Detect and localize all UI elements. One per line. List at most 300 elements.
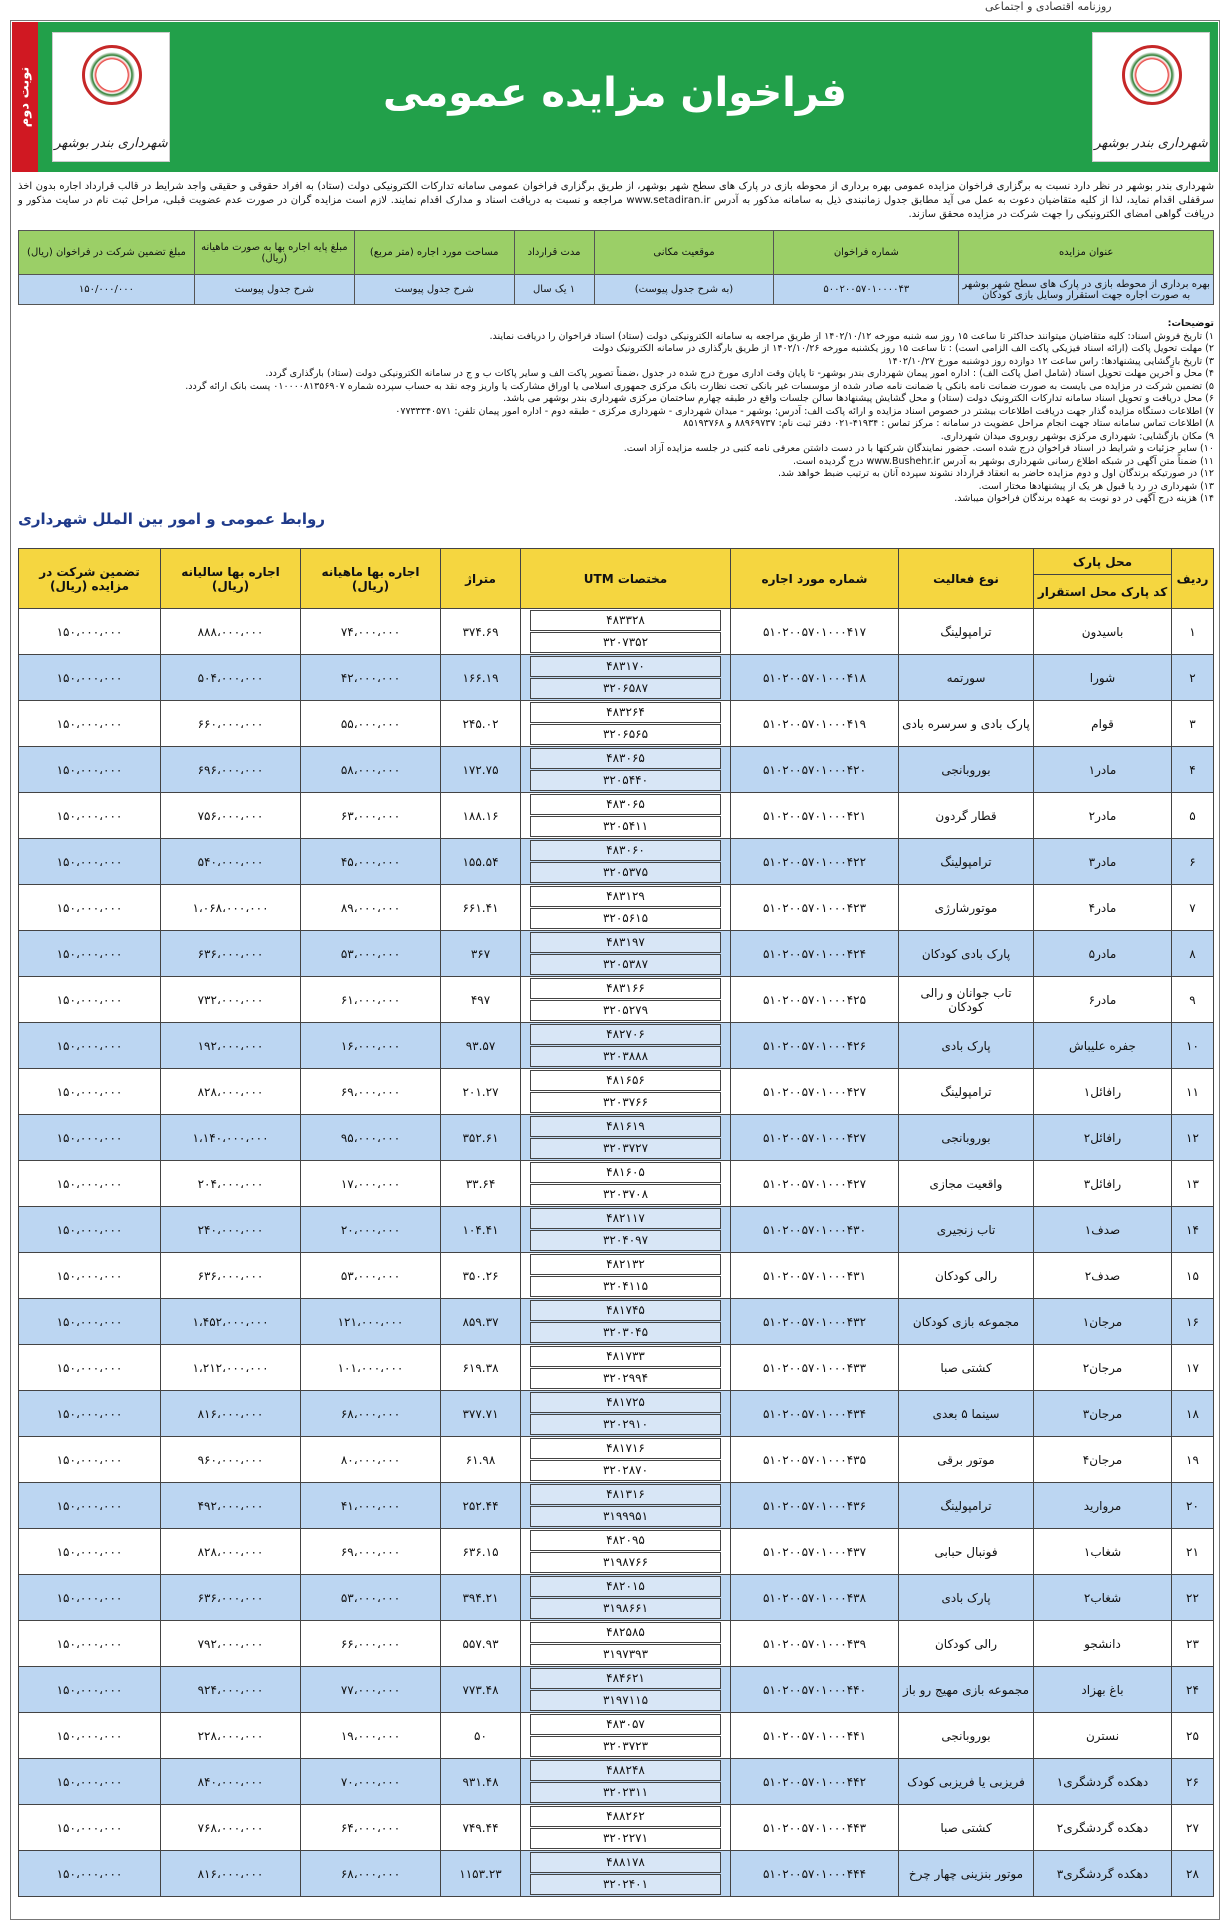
monthly-rent-cell: ۶۱،۰۰۰،۰۰۰ [301,977,441,1023]
monthly-rent-cell: ۵۳،۰۰۰،۰۰۰ [301,1575,441,1621]
area-cell: ۳۹۴.۲۱ [441,1575,521,1621]
utm-cell [521,1621,731,1667]
utm-easting: ۴۸۳۰۶۰ [530,840,721,861]
utm-cell [521,1529,731,1575]
park-cell: قوام [1034,701,1172,747]
guarantee-cell: ۱۵۰،۰۰۰،۰۰۰ [19,747,161,793]
lease-number-cell: ۵۱۰۲۰۰۵۷۰۱۰۰۰۴۲۷ [731,1161,899,1207]
lease-number-cell: ۵۱۰۲۰۰۵۷۰۱۰۰۰۴۴۰ [731,1667,899,1713]
utm-cell [521,931,731,977]
row-number-cell: ۲۵ [1172,1713,1214,1759]
col-lease-no: شماره مورد اجاره [731,549,899,609]
park-cell: دانشجو [1034,1621,1172,1667]
utm-cell [521,1713,731,1759]
row-number-cell: ۱۷ [1172,1345,1214,1391]
notes-section [18,318,1214,506]
guarantee-cell: ۱۵۰،۰۰۰،۰۰۰ [19,1483,161,1529]
utm-northing: ۳۲۰۲۸۷۰ [530,1460,721,1481]
park-cell: صدف۱ [1034,1207,1172,1253]
lease-number-cell: ۵۱۰۲۰۰۵۷۰۱۰۰۰۴۲۲ [731,839,899,885]
monthly-rent-cell: ۶۹،۰۰۰،۰۰۰ [301,1529,441,1575]
utm-easting: ۴۸۱۶۵۶ [530,1070,721,1091]
utm-cell [521,1391,731,1437]
park-cell: مرجان۱ [1034,1299,1172,1345]
utm-easting: ۴۸۲۱۱۷ [530,1208,721,1229]
yearly-rent-cell: ۱،۰۶۸،۰۰۰،۰۰۰ [161,885,301,931]
guarantee-cell: ۱۵۰،۰۰۰،۰۰۰ [19,1345,161,1391]
table-row [19,1161,1214,1207]
area-cell: ۵۰ [441,1713,521,1759]
area-cell: ۱۸۸.۱۶ [441,793,521,839]
yearly-rent-cell: ۵۰۴،۰۰۰،۰۰۰ [161,655,301,701]
guarantee-cell: ۱۵۰،۰۰۰،۰۰۰ [19,1069,161,1115]
table-row [19,1207,1214,1253]
activity-cell: فونبال حبابی [899,1529,1034,1575]
row-number-cell: ۱۹ [1172,1437,1214,1483]
lease-number-cell: ۵۱۰۲۰۰۵۷۰۱۰۰۰۴۲۱ [731,793,899,839]
lease-number-cell: ۵۱۰۲۰۰۵۷۰۱۰۰۰۴۱۷ [731,609,899,655]
yearly-rent-cell: ۲۴۰،۰۰۰،۰۰۰ [161,1207,301,1253]
utm-easting: ۴۸۱۷۳۳ [530,1346,721,1367]
guarantee-cell: ۱۵۰،۰۰۰،۰۰۰ [19,1851,161,1897]
activity-cell: سینما ۵ بعدی [899,1391,1034,1437]
monthly-rent-cell: ۴۱،۰۰۰،۰۰۰ [301,1483,441,1529]
note-item: ۷) اطلاعات دستگاه مزایده گذار جهت دریافت اطلاعات بیشتر در خصوص اسناد مزایده و ارائه پاکت الف: آدرس: بوشهر - میدان شهرداری - شهرداری مرکزی - طبقه دوم - اداره امور پیمان تلفن: ۰۷۷۳۳۳۴۰۵۷۱ [395,405,1214,417]
guarantee-cell: ۱۵۰،۰۰۰،۰۰۰ [19,701,161,747]
utm-northing: ۳۲۰۵۳۷۵ [530,862,721,883]
guarantee-cell: ۱۵۰،۰۰۰،۰۰۰ [19,1161,161,1207]
row-number-cell: ۳ [1172,701,1214,747]
park-cell: جفره علیباش [1034,1023,1172,1069]
utm-easting: ۴۸۱۶۱۹ [530,1116,721,1137]
logo-caption: شهرداری بندر بوشهر [54,136,168,151]
area-cell: ۶۱۹.۳۸ [441,1345,521,1391]
activity-cell: بوروبانجی [899,747,1034,793]
park-cell: دهکده گردشگری۱ [1034,1759,1172,1805]
utm-easting: ۴۸۲۱۳۲ [530,1254,721,1275]
lease-number-cell: ۵۱۰۲۰۰۵۷۰۱۰۰۰۴۲۶ [731,1023,899,1069]
monthly-rent-cell: ۶۶،۰۰۰،۰۰۰ [301,1621,441,1667]
summary-cell: ۱ یک سال [514,275,594,305]
guarantee-cell: ۱۵۰،۰۰۰،۰۰۰ [19,1299,161,1345]
utm-easting: ۴۸۴۶۲۱ [530,1668,721,1689]
guarantee-cell: ۱۵۰،۰۰۰،۰۰۰ [19,885,161,931]
utm-cell [521,1345,731,1391]
table-row [19,1483,1214,1529]
yearly-rent-cell: ۶۶۰،۰۰۰،۰۰۰ [161,701,301,747]
utm-easting: ۴۸۳۱۹۷ [530,932,721,953]
table-row [19,1851,1214,1897]
utm-cell [521,1115,731,1161]
summary-header: مدت قرارداد [514,231,594,275]
table-row [19,1529,1214,1575]
utm-cell [521,1851,731,1897]
yearly-rent-cell: ۶۹۶،۰۰۰،۰۰۰ [161,747,301,793]
summary-header: مبلغ تضمین شرکت در فراخوان (ریال) [19,231,195,275]
guarantee-cell: ۱۵۰،۰۰۰،۰۰۰ [19,931,161,977]
monthly-rent-cell: ۶۸،۰۰۰،۰۰۰ [301,1851,441,1897]
utm-easting: ۴۸۲۰۱۵ [530,1576,721,1597]
park-cell: صدف۲ [1034,1253,1172,1299]
park-cell: مادر۲ [1034,793,1172,839]
row-number-cell: ۲۷ [1172,1805,1214,1851]
emblem-icon [1122,45,1182,105]
utm-easting: ۴۸۳۱۲۹ [530,886,721,907]
monthly-rent-cell: ۱۷،۰۰۰،۰۰۰ [301,1161,441,1207]
utm-northing: ۳۲۰۶۵۸۷ [530,678,721,699]
row-number-cell: ۱۵ [1172,1253,1214,1299]
lease-number-cell: ۵۱۰۲۰۰۵۷۰۱۰۰۰۴۳۱ [731,1253,899,1299]
guarantee-cell: ۱۵۰،۰۰۰،۰۰۰ [19,1621,161,1667]
note-item: ۴) محل و آخرین مهلت تحویل اسناد (شامل اصل پاکت الف) : اداره امور پیمان شهرداری بندر بوشهر- تا پایان وقت اداری مورخ درج شده در جدول ،ضمناً تصویر پاکت الف و سایر پاکات ب و ج در سامانه الکترونیکی دولت (ستاد) بارگذاری گردد. [265,368,1214,379]
lease-number-cell: ۵۱۰۲۰۰۵۷۰۱۰۰۰۴۱۸ [731,655,899,701]
utm-cell [521,1069,731,1115]
utm-easting: ۴۸۳۰۶۵ [530,794,721,815]
utm-easting: ۴۸۱۶۰۵ [530,1162,721,1183]
activity-cell: تاب جوانان و رالی کودکان [899,977,1034,1023]
summary-header: مساحت مورد اجاره (متر مربع) [354,231,514,275]
monthly-rent-cell: ۷۷،۰۰۰،۰۰۰ [301,1667,441,1713]
lease-number-cell: ۵۱۰۲۰۰۵۷۰۱۰۰۰۴۴۲ [731,1759,899,1805]
table-row [19,1759,1214,1805]
row-number-cell: ۱۸ [1172,1391,1214,1437]
summary-cell: (به شرح جدول پیوست) [594,275,774,305]
monthly-rent-cell: ۶۹،۰۰۰،۰۰۰ [301,1069,441,1115]
area-cell: ۲۴۵.۰۲ [441,701,521,747]
row-number-cell: ۱۲ [1172,1115,1214,1161]
guarantee-cell: ۱۵۰،۰۰۰،۰۰۰ [19,977,161,1023]
utm-cell [521,609,731,655]
utm-northing: ۳۲۰۲۲۷۱ [530,1828,721,1849]
lease-number-cell: ۵۱۰۲۰۰۵۷۰۱۰۰۰۴۲۷ [731,1069,899,1115]
header-banner [12,22,1218,172]
park-cell: مادر۳ [1034,839,1172,885]
row-number-cell: ۲۶ [1172,1759,1214,1805]
utm-northing: ۳۲۰۴۱۱۵ [530,1276,721,1297]
yearly-rent-cell: ۷۵۶،۰۰۰،۰۰۰ [161,793,301,839]
note-item: ۸) اطلاعات تماس سامانه ستاد جهت انجام مراحل عضویت در سامانه : مرکز تماس : ۴۱۹۳۴-۰۲۱ دفتر ثبت نام: ۸۸۹۶۹۷۳۷ و ۸۵۱۹۳۷۶۸ [683,418,1214,429]
utm-northing: ۳۲۰۳۷۲۳ [530,1736,721,1757]
area-cell: ۶۶۱.۴۱ [441,885,521,931]
row-number-cell: ۱ [1172,609,1214,655]
park-cell: باسیدون [1034,609,1172,655]
yearly-rent-cell: ۶۳۶،۰۰۰،۰۰۰ [161,1253,301,1299]
utm-northing: ۳۲۰۵۳۸۷ [530,954,721,975]
col-park-code: کد پارک محل استقرار [1034,575,1172,609]
guarantee-cell: ۱۵۰،۰۰۰،۰۰۰ [19,1713,161,1759]
park-cell: دهکده گردشگری۲ [1034,1805,1172,1851]
area-cell: ۴۹۷ [441,977,521,1023]
utm-easting: ۴۸۸۲۶۲ [530,1806,721,1827]
area-cell: ۲۰۱.۲۷ [441,1069,521,1115]
utm-northing: ۳۲۰۲۹۹۴ [530,1368,721,1389]
utm-northing: ۳۲۰۵۴۱۱ [530,816,721,837]
row-number-cell: ۱۰ [1172,1023,1214,1069]
summary-header: موقعیت مکانی [594,231,774,275]
utm-northing: ۳۲۰۲۹۱۰ [530,1414,721,1435]
activity-cell: بوروبانجی [899,1713,1034,1759]
note-item: ۱۲) در صورتیکه برندگان اول و دوم مزایده حاضر به انعقاد قرارداد نشوند سپرده آنان به ترتیب ضبط خواهد شد. [777,468,1214,479]
activity-cell: واقعیت مجازی [899,1161,1034,1207]
area-cell: ۸۵۹.۳۷ [441,1299,521,1345]
park-cell: مرجان۳ [1034,1391,1172,1437]
row-number-cell: ۲۰ [1172,1483,1214,1529]
utm-northing: ۳۱۹۸۶۶۱ [530,1598,721,1619]
lease-number-cell: ۵۱۰۲۰۰۵۷۰۱۰۰۰۴۲۵ [731,977,899,1023]
utm-cell [521,1759,731,1805]
page-title: فراخوان مزایده عمومی [383,70,847,116]
utm-cell [521,793,731,839]
utm-northing: ۳۱۹۷۳۹۳ [530,1644,721,1665]
summary-cell: بهره برداری از محوطه بازی در پارک های سطح شهر بوشهر به صورت اجاره جهت استقرار وسایل بازی کودکان [959,275,1214,305]
utm-easting: ۴۸۱۷۲۵ [530,1392,721,1413]
park-cell: شغاب۲ [1034,1575,1172,1621]
guarantee-cell: ۱۵۰،۰۰۰،۰۰۰ [19,1759,161,1805]
guarantee-cell: ۱۵۰،۰۰۰،۰۰۰ [19,655,161,701]
park-cell: مادر۱ [1034,747,1172,793]
area-cell: ۳۵۰.۲۶ [441,1253,521,1299]
col-row-no: ردیف [1172,549,1214,609]
park-cell: مرجان۲ [1034,1345,1172,1391]
utm-easting: ۴۸۸۱۷۸ [530,1852,721,1873]
table-row [19,655,1214,701]
yearly-rent-cell: ۷۳۲،۰۰۰،۰۰۰ [161,977,301,1023]
guarantee-cell: ۱۵۰،۰۰۰،۰۰۰ [19,1575,161,1621]
lease-number-cell: ۵۱۰۲۰۰۵۷۰۱۰۰۰۴۳۴ [731,1391,899,1437]
summary-cell: ۵۰۰۲۰۰۵۷۰۱۰۰۰۰۴۳ [774,275,959,305]
park-cell: رافائل۳ [1034,1161,1172,1207]
note-item: ۱) تاریخ فروش اسناد: کلیه متقاضیان میتوانند حداکثر تا ساعت ۱۵ روز سه شنبه مورخه ۱۴۰۲/۱۰/۱۲ از طریق مراجعه به سامانه الکترونیکی دولت (ستاد) اسناد فراخوان را دریافت نمایند. [489,330,1214,342]
yearly-rent-cell: ۲۲۸،۰۰۰،۰۰۰ [161,1713,301,1759]
yearly-rent-cell: ۸۱۶،۰۰۰،۰۰۰ [161,1851,301,1897]
table-row [19,701,1214,747]
area-cell: ۱۱۵۳.۲۳ [441,1851,521,1897]
note-item: ۱۴) هزینه درج آگهی در دو نوبت به عهده برندگان فراخوان میباشد. [954,493,1214,504]
activity-cell: کشتی صبا [899,1805,1034,1851]
lease-number-cell: ۵۱۰۲۰۰۵۷۰۱۰۰۰۴۳۸ [731,1575,899,1621]
note-item: ۱۳) شهرداری در رد یا قبول هر یک از پیشنهادها مختار است. [978,480,1214,492]
utm-northing: ۳۲۰۳۷۶۶ [530,1092,721,1113]
lease-number-cell: ۵۱۰۲۰۰۵۷۰۱۰۰۰۴۲۰ [731,747,899,793]
park-cell: نسترن [1034,1713,1172,1759]
table-row [19,1667,1214,1713]
col-park-location: محل پارک [1034,549,1172,575]
area-cell: ۷۴۹.۴۴ [441,1805,521,1851]
activity-cell: سورتمه [899,655,1034,701]
activity-cell: موتور برقی [899,1437,1034,1483]
monthly-rent-cell: ۸۰،۰۰۰،۰۰۰ [301,1437,441,1483]
lease-number-cell: ۵۱۰۲۰۰۵۷۰۱۰۰۰۴۳۶ [731,1483,899,1529]
note-item: ۵) تضمین شرکت در مزایده می بایست به صورت ضمانت نامه بانکی یا ضمانت نامه صادر شده از موسسات غیر بانکی تحت نظارت بانک مرکزی جمهوری اسلامی یا اوراق مشارکت یا واریز وجه نقد به حساب سپرده شماره ۰۱۰۰۰۰۸۱۳۵۶۹۰۷ پست بانک ارائه گردد. [185,380,1214,392]
guarantee-cell: ۱۵۰،۰۰۰،۰۰۰ [19,1391,161,1437]
guarantee-cell: ۱۵۰،۰۰۰،۰۰۰ [19,609,161,655]
monthly-rent-cell: ۷۰،۰۰۰،۰۰۰ [301,1759,441,1805]
utm-easting: ۴۸۳۱۷۰ [530,656,721,677]
utm-easting: ۴۸۳۳۲۸ [530,610,721,631]
utm-cell [521,1023,731,1069]
guarantee-cell: ۱۵۰،۰۰۰،۰۰۰ [19,1437,161,1483]
park-cell: رافائل۲ [1034,1115,1172,1161]
row-number-cell: ۲ [1172,655,1214,701]
round-badge: نوبت دوم [12,22,38,172]
logo-caption: شهرداری بندر بوشهر [1094,136,1208,151]
utm-cell [521,1805,731,1851]
utm-northing: ۳۲۰۵۴۴۰ [530,770,721,791]
summary-header: مبلغ پایه اجاره بها به صورت ماهیانه (ریال) [194,231,354,275]
monthly-rent-cell: ۱۲۱،۰۰۰،۰۰۰ [301,1299,441,1345]
lease-number-cell: ۵۱۰۲۰۰۵۷۰۱۰۰۰۴۴۱ [731,1713,899,1759]
utm-easting: ۴۸۲۵۸۵ [530,1622,721,1643]
monthly-rent-cell: ۶۸،۰۰۰،۰۰۰ [301,1391,441,1437]
row-number-cell: ۷ [1172,885,1214,931]
utm-northing: ۳۲۰۵۶۱۵ [530,908,721,929]
utm-cell [521,977,731,1023]
monthly-rent-cell: ۴۵،۰۰۰،۰۰۰ [301,839,441,885]
yearly-rent-cell: ۶۳۶،۰۰۰،۰۰۰ [161,1575,301,1621]
activity-cell: ترامپولینگ [899,839,1034,885]
table-row [19,1805,1214,1851]
area-cell: ۹۳.۵۷ [441,1023,521,1069]
area-cell: ۶۳۶.۱۵ [441,1529,521,1575]
yearly-rent-cell: ۱،۱۴۰،۰۰۰،۰۰۰ [161,1115,301,1161]
park-cell: مرجان۴ [1034,1437,1172,1483]
row-number-cell: ۲۳ [1172,1621,1214,1667]
table-row [19,885,1214,931]
table-row [19,609,1214,655]
summary-cell: ۱۵۰/۰۰۰/۰۰۰ [19,275,195,305]
utm-cell [521,1483,731,1529]
summary-header: عنوان مزایده [959,231,1214,275]
emblem-icon [82,45,142,105]
utm-cell [521,701,731,747]
lease-number-cell: ۵۱۰۲۰۰۵۷۰۱۰۰۰۴۲۷ [731,1115,899,1161]
row-number-cell: ۸ [1172,931,1214,977]
row-number-cell: ۲۸ [1172,1851,1214,1897]
table-row [19,977,1214,1023]
table-row [19,1713,1214,1759]
lease-number-cell: ۵۱۰۲۰۰۵۷۰۱۰۰۰۴۱۹ [731,701,899,747]
yearly-rent-cell: ۱،۲۱۲،۰۰۰،۰۰۰ [161,1345,301,1391]
activity-cell: ترامپولینگ [899,1069,1034,1115]
utm-easting: ۴۸۳۱۶۶ [530,978,721,999]
activity-cell: فریزبی یا فریزبی کودک [899,1759,1034,1805]
park-cell: شورا [1034,655,1172,701]
note-item: ۶) محل دریافت و تحویل اسناد سامانه تدارکات الکترونیک دولت (ستاد) و محل گشایش پیشنهادها سالن جلسات واقع در طبقه چهارم ساختمان مرکزی شهرداری بندر بوشهر می باشد. [503,393,1214,404]
note-item: ۳) تاریخ بازگشایی پیشنهادها: راس ساعت ۱۲ دوازده روز دوشنبه مورخ ۱۴۰۲/۱۰/۲۷ [887,355,1214,367]
guarantee-cell: ۱۵۰،۰۰۰،۰۰۰ [19,1667,161,1713]
utm-cell [521,1575,731,1621]
parks-table [18,548,1214,1897]
lease-number-cell: ۵۱۰۲۰۰۵۷۰۱۰۰۰۴۳۹ [731,1621,899,1667]
monthly-rent-cell: ۵۸،۰۰۰،۰۰۰ [301,747,441,793]
park-cell: رافائل۱ [1034,1069,1172,1115]
row-number-cell: ۶ [1172,839,1214,885]
area-cell: ۱۷۲.۷۵ [441,747,521,793]
table-row [19,1115,1214,1161]
lease-number-cell: ۵۱۰۲۰۰۵۷۰۱۰۰۰۴۴۳ [731,1805,899,1851]
col-activity: نوع فعالیت [899,549,1034,609]
activity-cell: پارک بادی [899,1575,1034,1621]
utm-northing: ۳۲۰۳۸۸۸ [530,1046,721,1067]
activity-cell: مجموعه بازی کودکان [899,1299,1034,1345]
utm-northing: ۳۲۰۳۰۴۵ [530,1322,721,1343]
yearly-rent-cell: ۲۰۴،۰۰۰،۰۰۰ [161,1161,301,1207]
col-area: متراژ [441,549,521,609]
guarantee-cell: ۱۵۰،۰۰۰،۰۰۰ [19,1207,161,1253]
col-yearly: اجاره بها سالیانه (ریال) [161,549,301,609]
notes-title: توضیحات: [1167,318,1214,329]
yearly-rent-cell: ۹۲۴،۰۰۰،۰۰۰ [161,1667,301,1713]
row-number-cell: ۱۳ [1172,1161,1214,1207]
row-number-cell: ۱۶ [1172,1299,1214,1345]
park-cell: دهکده گردشگری۳ [1034,1851,1172,1897]
area-cell: ۶۱.۹۸ [441,1437,521,1483]
area-cell: ۳۶۷ [441,931,521,977]
col-monthly: اجاره بها ماهیانه (ریال) [301,549,441,609]
activity-cell: مجموعه بازی مهیج رو باز [899,1667,1034,1713]
intro-paragraph: شهرداری بندر بوشهر در نظر دارد نسبت به برگزاری فراخوان مزایده عمومی بهره برداری از محوطه بازی در پارک های سطح شهر بوشهر، از طریق برگزاری فراخوان عمومی سامانه تدارکات الکترونیکی دولت (ستاد) به افراد حقوقی و حقیقی واجد شرایط در قالب قرارداد اجاره بدون اخذ سرقفلی اقدام نماید، لذا از کلیه متقاضیان دعوت به عمل می آید مطابق جدول زمانبندی ذیل به سامانه مذکور به آدرس www.setadiran.ir مراجعه و نسبت به دریافت اسناد و مدارک اقدام نمایند. لازم است مزایده گران در صورت عدم عضویت قبلی، مراحل ثبت نام در سایت مذکور و دریافت گواهی امضای الکترونیکی را جهت شرکت در مزایده محقق سازند. [18,181,1215,220]
row-number-cell: ۱۴ [1172,1207,1214,1253]
yearly-rent-cell: ۱۹۲،۰۰۰،۰۰۰ [161,1023,301,1069]
lease-number-cell: ۵۱۰۲۰۰۵۷۰۱۰۰۰۴۳۲ [731,1299,899,1345]
utm-northing: ۳۲۰۳۷۲۷ [530,1138,721,1159]
area-cell: ۷۷۳.۴۸ [441,1667,521,1713]
utm-northing: ۳۱۹۸۷۶۶ [530,1552,721,1573]
table-row [19,931,1214,977]
yearly-rent-cell: ۸۲۸،۰۰۰،۰۰۰ [161,1529,301,1575]
row-number-cell: ۲۱ [1172,1529,1214,1575]
activity-cell: پارک بادی کودکان [899,931,1034,977]
lease-number-cell: ۵۱۰۲۰۰۵۷۰۱۰۰۰۴۳۷ [731,1529,899,1575]
utm-easting: ۴۸۱۷۴۵ [530,1300,721,1321]
row-number-cell: ۵ [1172,793,1214,839]
table-row [19,793,1214,839]
activity-cell: کشتی صبا [899,1345,1034,1391]
note-item: ۱۰) سایر جزئیات و شرایط در اسناد فراخوان درج شده است. حضور نمایندگان شرکتها با در دست داشتن معرفی نامه کتبی در جلسه مزایده آزاد است. [623,443,1214,454]
table-row [19,1069,1214,1115]
row-number-cell: ۴ [1172,747,1214,793]
summary-header: شماره فراخوان [774,231,959,275]
col-guarantee: تضمین شرکت در مزایده (ریال) [19,549,161,609]
summary-table [18,230,1214,305]
utm-easting: ۴۸۱۳۱۶ [530,1484,721,1505]
activity-cell: تاب زنجیری [899,1207,1034,1253]
park-cell: باغ بهزاد [1034,1667,1172,1713]
yearly-rent-cell: ۸۴۰،۰۰۰،۰۰۰ [161,1759,301,1805]
utm-cell [521,1207,731,1253]
utm-easting: ۴۸۸۲۴۸ [530,1760,721,1781]
yearly-rent-cell: ۸۸۸،۰۰۰،۰۰۰ [161,609,301,655]
lease-number-cell: ۵۱۰۲۰۰۵۷۰۱۰۰۰۴۲۴ [731,931,899,977]
monthly-rent-cell: ۲۰،۰۰۰،۰۰۰ [301,1207,441,1253]
utm-cell [521,747,731,793]
activity-cell: ترامپولینگ [899,609,1034,655]
utm-easting: ۴۸۳۰۵۷ [530,1714,721,1735]
utm-cell [521,655,731,701]
utm-easting: ۴۸۲۷۰۶ [530,1024,721,1045]
activity-cell: قطار گردون [899,793,1034,839]
col-utm: مختصات UTM [521,549,731,609]
yearly-rent-cell: ۷۶۸،۰۰۰،۰۰۰ [161,1805,301,1851]
utm-northing: ۳۲۰۶۵۶۵ [530,724,721,745]
row-number-cell: ۲۲ [1172,1575,1214,1621]
newspaper-name: روزنامه اقتصادی و اجتماعی [985,0,1112,13]
park-cell: مادر۴ [1034,885,1172,931]
utm-northing: ۳۲۰۵۲۷۹ [530,1000,721,1021]
utm-easting: ۴۸۳۲۶۴ [530,702,721,723]
monthly-rent-cell: ۵۳،۰۰۰،۰۰۰ [301,1253,441,1299]
yearly-rent-cell: ۵۴۰،۰۰۰،۰۰۰ [161,839,301,885]
